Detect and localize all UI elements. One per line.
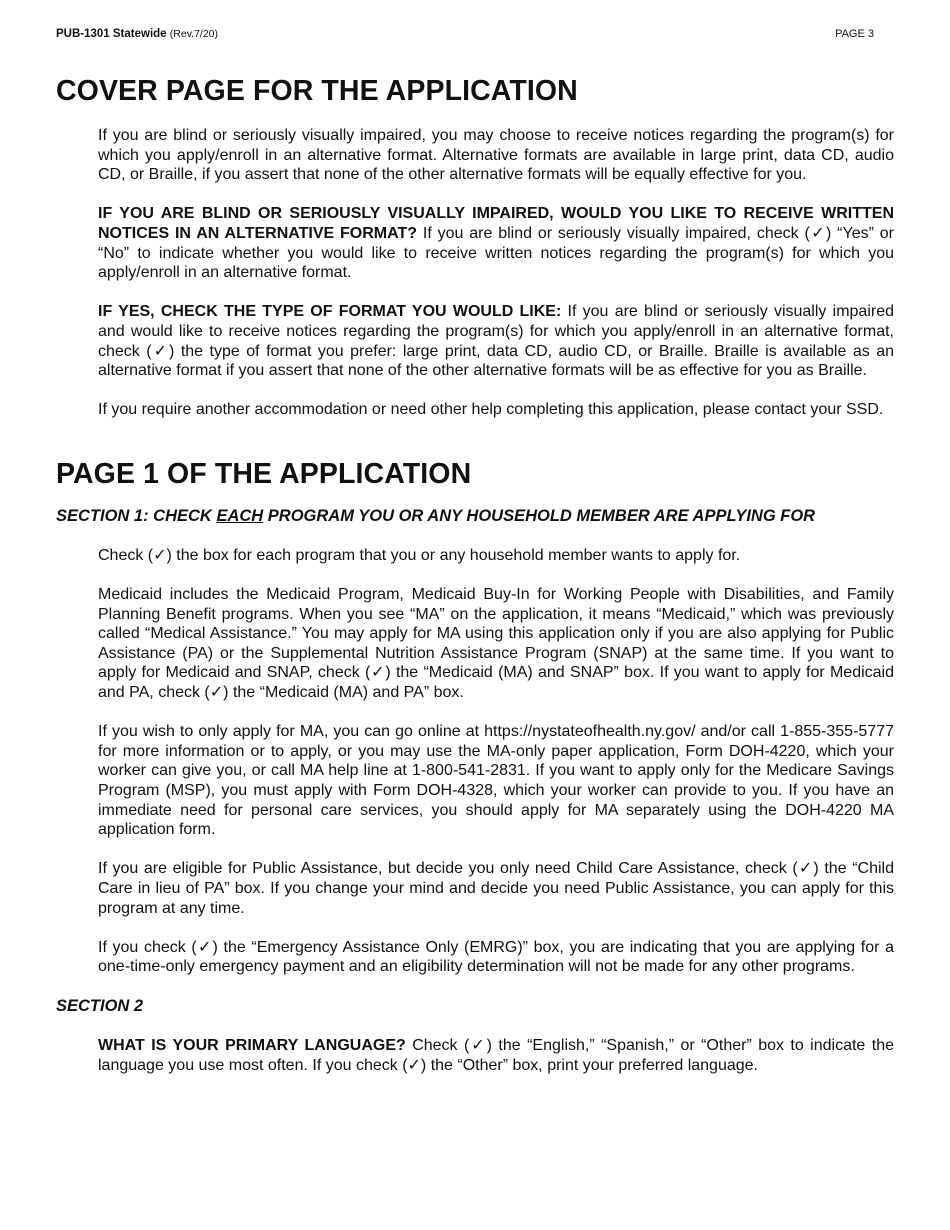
child-care-paragraph: If you are eligible for Public Assistance, but decide you only need Child Care Assistance, check (✓) the “Child Care in lieu of PA” box. If you change your mind and decide you need Public Assistance, you can apply for this program at any time. — [98, 860, 894, 917]
section1-heading-post: PROGRAM YOU OR ANY HOUSEHOLD MEMBER ARE APPLYING FOR — [263, 506, 816, 525]
format-type-paragraph — [98, 302, 894, 380]
alt-format-question-body: If you are blind or seriously visually impaired, check (✓) “Yes” or “No” to indicate whether you would like to receive written notices regarding the program(s) for which you apply/enroll in an alternative format. — [98, 224, 894, 282]
primary-language-lead: WHAT IS YOUR PRIMARY LANGUAGE? — [98, 1036, 406, 1054]
section2-heading: SECTION 2 — [56, 996, 144, 1015]
primary-language-body: Check (✓) the “English,” “Spanish,” or “Other” box to indicate the language you use most often. If you check (✓) the “Other” box, print your preferred language. — [98, 1036, 895, 1074]
accommodation-help-paragraph: If you require another accommodation or need other help completing this application, please contact your SSD. — [98, 401, 884, 419]
alt-format-question-lead: IF YOU ARE BLIND OR SERIOUSLY VISUALLY IMPAIRED, WOULD YOU LIKE TO RECEIVE WRITTEN NOTICES IN AN ALTERNATIVE FORMAT? — [98, 205, 894, 242]
form-revision: (Rev.7/20) — [169, 28, 219, 40]
medicaid-paragraph: Medicaid includes the Medicaid Program, Medicaid Buy-In for Working People with Disabilities, and Family Planning Benefit programs. When you see “MA” on the application, it means “Medicaid,” which was previously called “Medical Assistance.” You may apply for MA using this application only if you are also applying for Public Assistance (PA) or the Supplemental Nutrition Assistance Program (SNAP) at the same time. If you want to apply for Medicaid and SNAP, check (✓) the “Medicaid (MA) and SNAP” box. If you want to apply for Medicaid and PA, check (✓) the “Medicaid (MA) and PA” box. — [98, 586, 894, 702]
ma-only-paragraph: If you wish to only apply for MA, you can go online at https://nystateofhealth.ny.gov/ and/or call 1-855-355-5777 for more information or to apply, or you may use the MA-only paper application, Form DOH-4220, which your worker can give you, or call MA help line at 1-800-541-2831. If you want to apply only for the Medicare Savings Program (MSP), you must apply with Form DOH-4328, which your worker can provide to you. If you have an immediate need for personal care services, you should apply for MA separately using the DOH-4220 MA application form. — [98, 723, 894, 839]
alt-format-question-paragraph — [98, 204, 894, 282]
page-number: PAGE 3 — [835, 28, 874, 40]
emergency-assistance-paragraph: If you check (✓) the “Emergency Assistance Only (EMRG)” box, you are indicating that you are applying for a one-time-only emergency payment and an eligibility determination will not be made for any other programs. — [98, 938, 894, 976]
section1-check-paragraph: Check (✓) the box for each program that you or any household member wants to apply for. — [98, 546, 741, 564]
section1-heading-emphasis: EACH — [216, 506, 264, 525]
page-header — [56, 28, 874, 40]
form-identifier — [56, 28, 218, 40]
section1-heading — [56, 506, 894, 526]
form-id: PUB-1301 Statewide — [56, 28, 167, 40]
page1-title: PAGE 1 OF THE APPLICATION — [56, 457, 472, 490]
cover-page-title: COVER PAGE FOR THE APPLICATION — [56, 75, 578, 107]
format-type-lead: IF YES, CHECK THE TYPE OF FORMAT YOU WOULD LIKE: — [98, 303, 562, 321]
primary-language-paragraph — [98, 1036, 894, 1075]
document-body — [56, 70, 894, 1075]
cover-intro-paragraph: If you are blind or seriously visually impaired, you may choose to receive notices regarding the program(s) for which you apply/enroll in an alternative format. Alternative formats are available in large print, data CD, audio CD, or Braille, if you assert that none of the other alternative formats will be equally effective for you. — [98, 127, 894, 184]
format-type-body: If you are blind or seriously visually impaired and would like to receive notices regarding the program(s) for which you apply/enroll in an alternative format, check (✓) the type of format you prefer: large print, data CD, audio CD, or Braille. Braille is available as an alternative format if you assert that none of the other alternative formats will be as effective for you as Braille. — [98, 303, 895, 380]
section1-heading-pre: SECTION 1: CHECK — [56, 506, 217, 525]
